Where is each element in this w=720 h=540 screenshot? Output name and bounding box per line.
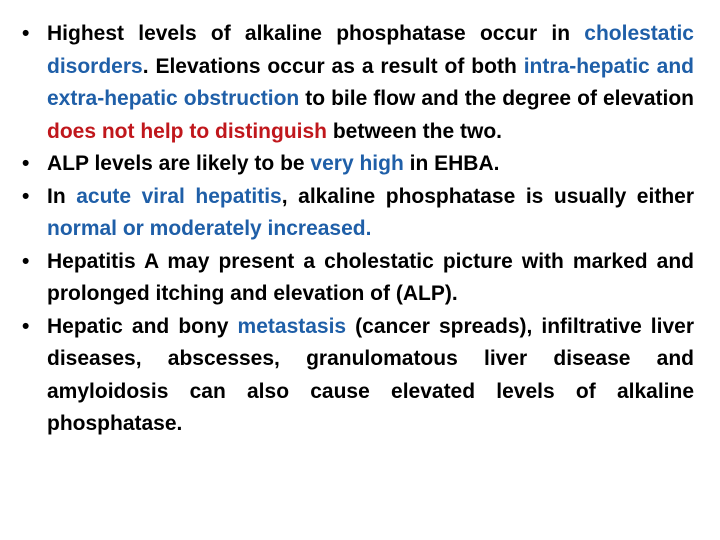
- bullet-text-segment: , alkaline phosphatase is usually either: [281, 184, 694, 208]
- highlighted-term: acute viral hepatitis: [76, 184, 282, 208]
- bullet-text-segment: to bile flow and the degree of elevation: [299, 87, 694, 110]
- highlighted-term: normal or moderately increased.: [47, 217, 372, 240]
- highlighted-term: cholestatic disorders: [47, 22, 694, 78]
- bullet-text-segment: In: [47, 184, 77, 208]
- bullet-icon: •: [22, 22, 30, 45]
- bullet-text-segment: Hepatic and bony: [47, 314, 238, 338]
- bullet-text-segment: in EHBA.: [403, 152, 500, 175]
- bullet-text-segment: Highest levels of alkaline phosphatase occur in: [47, 22, 585, 45]
- bullet-text-segment: Hepatitis A may present a cholestatic picture with marked and prolonged itching and elevation of (ALP).: [47, 249, 694, 305]
- highlighted-term: very high: [310, 152, 404, 175]
- bullet-item: [22, 148, 694, 181]
- bullet-item: [22, 311, 694, 441]
- bullet-icon: •: [22, 184, 30, 208]
- bullet-text-segment: ALP levels are likely to be: [47, 152, 311, 175]
- bullet-item: [22, 18, 694, 148]
- bullet-item: [22, 181, 694, 246]
- bullet-icon: •: [22, 314, 30, 338]
- bullet-icon: •: [22, 152, 30, 175]
- bullet-text-segment: . Elevations occur as a result of both: [142, 54, 524, 78]
- bullet-text-segment: (cancer spreads), infiltrative liver diseases, abscesses, granulomatous liver disease and amyloidosis can also cause elevated levels of alkaline phosphatase.: [47, 314, 695, 435]
- highlighted-term: intra-hepatic and extra-hepatic obstruction: [47, 54, 694, 110]
- highlighted-term: metastasis: [237, 314, 347, 338]
- bullet-text-segment: between the two.: [326, 119, 502, 143]
- bullet-list: [22, 18, 694, 441]
- bullet-item: [22, 246, 694, 311]
- bullet-icon: •: [22, 249, 30, 273]
- emphasized-term: does not help to distinguish: [47, 119, 327, 143]
